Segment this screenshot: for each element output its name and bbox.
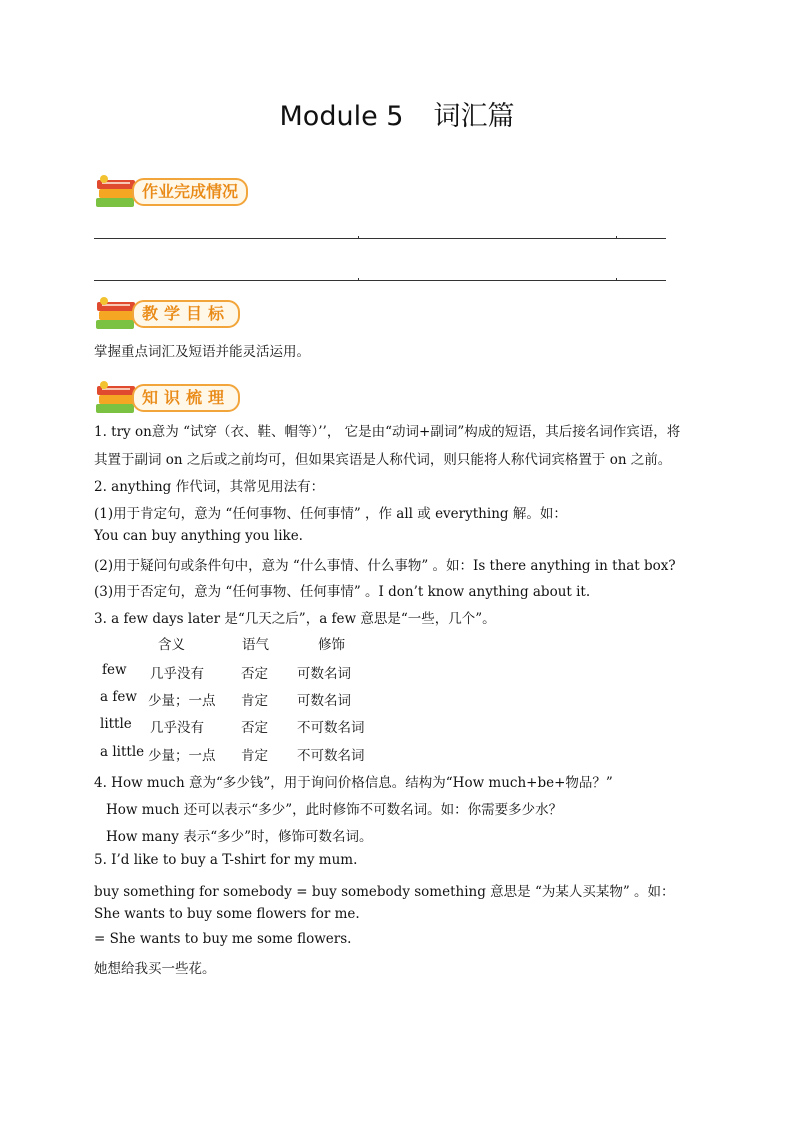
header-cell: 语气 bbox=[242, 637, 269, 653]
text-line: How much 还可以表示“多少”，此时修饰不可数名词。如：你需要多少水？ bbox=[106, 802, 563, 818]
text-line: = She wants to buy me some flowers. bbox=[94, 931, 352, 947]
table-cell: a little bbox=[100, 744, 145, 760]
table-cell: few bbox=[102, 662, 127, 678]
section-badge-goals bbox=[94, 296, 260, 332]
header-cell: 含义 bbox=[158, 637, 185, 653]
section-badge-knowledge bbox=[94, 380, 260, 416]
table-cell: 可数名词 bbox=[297, 666, 351, 682]
section-badge-homework bbox=[94, 174, 260, 210]
table-cell: a few bbox=[100, 689, 137, 705]
table-cell: 肯定 bbox=[241, 748, 268, 764]
text-line: buy something for somebody = buy somebody something 意思是 “为某人买某物” 。如： bbox=[94, 884, 675, 900]
text-line: 2. anything 作代词，其常见用法有： bbox=[94, 479, 325, 495]
section-title: 教学目标 bbox=[132, 300, 240, 328]
table-cell: 肯定 bbox=[241, 693, 268, 709]
text-line: 4. How much 意为“多少钱”，用于询问价格信息。结构为“How much+be+物品？” bbox=[94, 775, 613, 791]
answer-line bbox=[94, 280, 666, 281]
text-line: You can buy anything you like. bbox=[94, 528, 303, 544]
text-line: 其置于副词 on 之后或之前均可，但如果宾语是人称代词，则只能将人称代词宾格置于 on 之前。 bbox=[94, 452, 672, 468]
table-cell: little bbox=[100, 716, 132, 732]
answer-line bbox=[94, 238, 666, 239]
text-line: She wants to buy some flowers for me. bbox=[94, 906, 360, 922]
text-line: 1. try on意为 “试穿（衣、鞋、帽等）’’， 它是由“动词+副词”构成的短语，其后接名词作宾语，将 bbox=[94, 424, 681, 440]
section-title: 作业完成情况 bbox=[132, 178, 248, 206]
table-cell: 否定 bbox=[241, 666, 268, 682]
page-title bbox=[0, 94, 794, 133]
topic-label: 词汇篇 bbox=[433, 101, 515, 132]
table-cell: 否定 bbox=[241, 720, 268, 736]
header-cell: 修饰 bbox=[318, 637, 345, 653]
text-line: (2)用于疑问句或条件句中，意为 “什么事情、什么事物” 。如：Is there anything in that box? bbox=[94, 558, 676, 574]
table-cell: 几乎没有 bbox=[150, 720, 204, 736]
section-title: 知识梳理 bbox=[132, 384, 240, 412]
module-label: Module 5 bbox=[279, 101, 404, 132]
table-cell: 不可数名词 bbox=[297, 720, 365, 736]
table-cell: 几乎没有 bbox=[150, 666, 204, 682]
table-cell: 可数名词 bbox=[297, 693, 351, 709]
text-line: (3)用于否定句，意为 “任何事物、任何事情” 。I don’t know anything about it. bbox=[94, 584, 591, 600]
goals-text: 掌握重点词汇及短语并能灵活运用。 bbox=[94, 344, 310, 360]
table-cell: 少量；一点 bbox=[148, 693, 216, 709]
text-line: 她想给我买一些花。 bbox=[94, 961, 216, 977]
table-cell: 少量；一点 bbox=[148, 748, 216, 764]
text-line: 5. I’d like to buy a T-shirt for my mum. bbox=[94, 852, 358, 868]
text-line: How many 表示“多少”时，修饰可数名词。 bbox=[106, 829, 373, 845]
text-line: 3. a few days later 是“几天之后”，a few 意思是“一些，几个”。 bbox=[94, 611, 496, 627]
table-cell: 不可数名词 bbox=[297, 748, 365, 764]
text-line: (1)用于肯定句，意为 “任何事物、任何事情” ，作 all 或 everything 解。如： bbox=[94, 506, 567, 522]
